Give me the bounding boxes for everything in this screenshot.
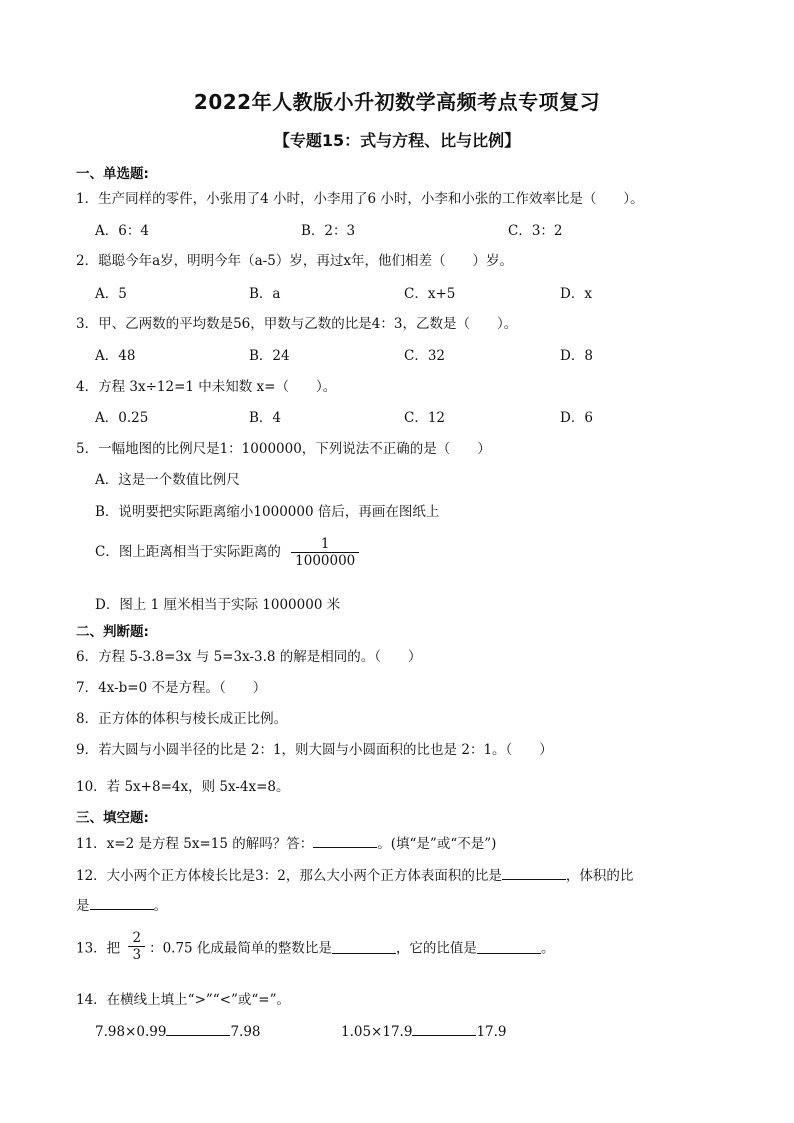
q14-right-comparison — [341, 1021, 507, 1040]
question-1: 1．生产同样的零件，小张用了4 小时，小李用了6 小时，小李和小张的工作效率比是（ ）。 — [76, 191, 644, 207]
q5-option-d: D．图上 1 厘米相当于实际 1000000 米 — [95, 597, 341, 613]
answer-blank[interactable] — [90, 895, 154, 910]
question-5: 5．一幅地图的比例尺是1：1000000，下列说法不正确的是（ ） — [76, 441, 491, 457]
q13-mid2: ，它的比值是 — [395, 940, 477, 957]
q2-option-c: C．x+5 — [404, 286, 456, 302]
q3-option-d: D．8 — [560, 348, 593, 364]
q2-option-b: B．a — [249, 286, 281, 302]
q5-option-a: A．这是一个数值比例尺 — [95, 472, 240, 488]
section-true-false: 二、判断题: — [76, 624, 149, 640]
q14-left-comparison — [95, 1021, 261, 1040]
question-3: 3．甲、乙两数的平均数是56，甲数与乙数的比是4：3，乙数是（ ）。 — [76, 316, 518, 332]
question-13 — [76, 930, 554, 963]
fraction-denominator: 3 — [128, 946, 145, 963]
question-12 — [76, 864, 633, 884]
page-subtitle: 【专题15：式与方程、比与比例】 — [273, 131, 521, 150]
page-title: 2022年人教版小升初数学高频考点专项复习 — [193, 90, 601, 114]
fraction-denominator: 1000000 — [291, 552, 359, 569]
fraction-numerator: 2 — [132, 930, 142, 946]
q3-option-b: B．24 — [249, 348, 290, 364]
q13-text: 13．把 — [76, 940, 121, 957]
q12-text: 12．大小两个正方体棱长比是3：2，那么大小两个正方体表面积的比是 — [76, 868, 502, 884]
question-6: 6．方程 5-3.8=3x 与 5=3x-3.8 的解是相同的。（ ） — [76, 649, 422, 665]
question-9: 9．若大圆与小圆半径的比是 2：1，则大圆与小圆面积的比也是 2：1。（ ） — [76, 742, 553, 758]
q1-option-c: C．3：2 — [508, 223, 563, 239]
q5-option-b: B．说明要把实际距离缩小1000000 倍后，再画在图纸上 — [95, 504, 440, 520]
q3-option-a: A．48 — [95, 348, 136, 364]
answer-blank[interactable] — [332, 939, 396, 954]
fraction — [291, 536, 359, 569]
question-12-continued — [76, 894, 167, 914]
q1-option-a: A．6：4 — [95, 223, 149, 239]
q4-option-b: B．4 — [249, 410, 282, 426]
question-7: 7．4x-b=0 不是方程。（ ） — [76, 680, 267, 696]
answer-blank[interactable] — [477, 939, 541, 954]
fraction-numerator: 1 — [320, 536, 330, 552]
question-8: 8．正方体的体积与棱长成正比例。 — [76, 711, 288, 727]
q13-mid: ：0.75 化成最简单的整数比是 — [149, 940, 332, 957]
fraction — [128, 930, 145, 963]
q11-text: 11．x=2 是方程 5x=15 的解吗？答： — [76, 836, 314, 852]
q11-suffix: 。(填“是”或“不是”) — [377, 836, 497, 852]
q14-left-value: 7.98 — [230, 1024, 261, 1040]
q5-option-c — [95, 536, 359, 569]
question-4: 4．方程 3x÷12=1 中未知数 x=（ ）。 — [76, 379, 337, 395]
q14-right-expr: 1.05×17.9 — [341, 1024, 413, 1040]
section-single-choice: 一、单选题: — [76, 166, 149, 182]
q4-option-c: C．12 — [404, 410, 446, 426]
question-14: 14．在横线上填上“>”“<”或“=”。 — [76, 992, 291, 1008]
q12-end: 。 — [153, 898, 167, 914]
q14-right-value: 17.9 — [476, 1024, 507, 1040]
q12-cont: 是 — [76, 898, 90, 914]
q2-option-a: A．5 — [95, 286, 127, 302]
answer-blank[interactable] — [412, 1021, 476, 1036]
question-2: 2．聪聪今年a岁，明明今年（a-5）岁，再过x年，他们相差（ ）岁。 — [76, 253, 513, 269]
q5-option-c-text: C．图上距离相当于实际距离的 — [95, 544, 281, 560]
answer-blank[interactable] — [313, 833, 377, 848]
q4-option-d: D．6 — [560, 410, 593, 426]
q2-option-d: D．x — [560, 286, 592, 302]
answer-blank[interactable] — [502, 865, 566, 880]
answer-blank[interactable] — [166, 1021, 230, 1036]
q14-left-expr: 7.98×0.99 — [95, 1024, 167, 1040]
question-10: 10．若 5x+8=4x，则 5x-4x=8。 — [76, 779, 290, 795]
question-11 — [76, 832, 496, 852]
q3-option-c: C．32 — [404, 348, 446, 364]
q4-option-a: A．0.25 — [95, 410, 149, 426]
q12-mid: ，体积的比 — [565, 868, 634, 884]
q13-end: 。 — [540, 940, 555, 957]
q1-option-b: B．2：3 — [301, 223, 356, 239]
section-fill-blank: 三、填空题: — [76, 810, 149, 826]
